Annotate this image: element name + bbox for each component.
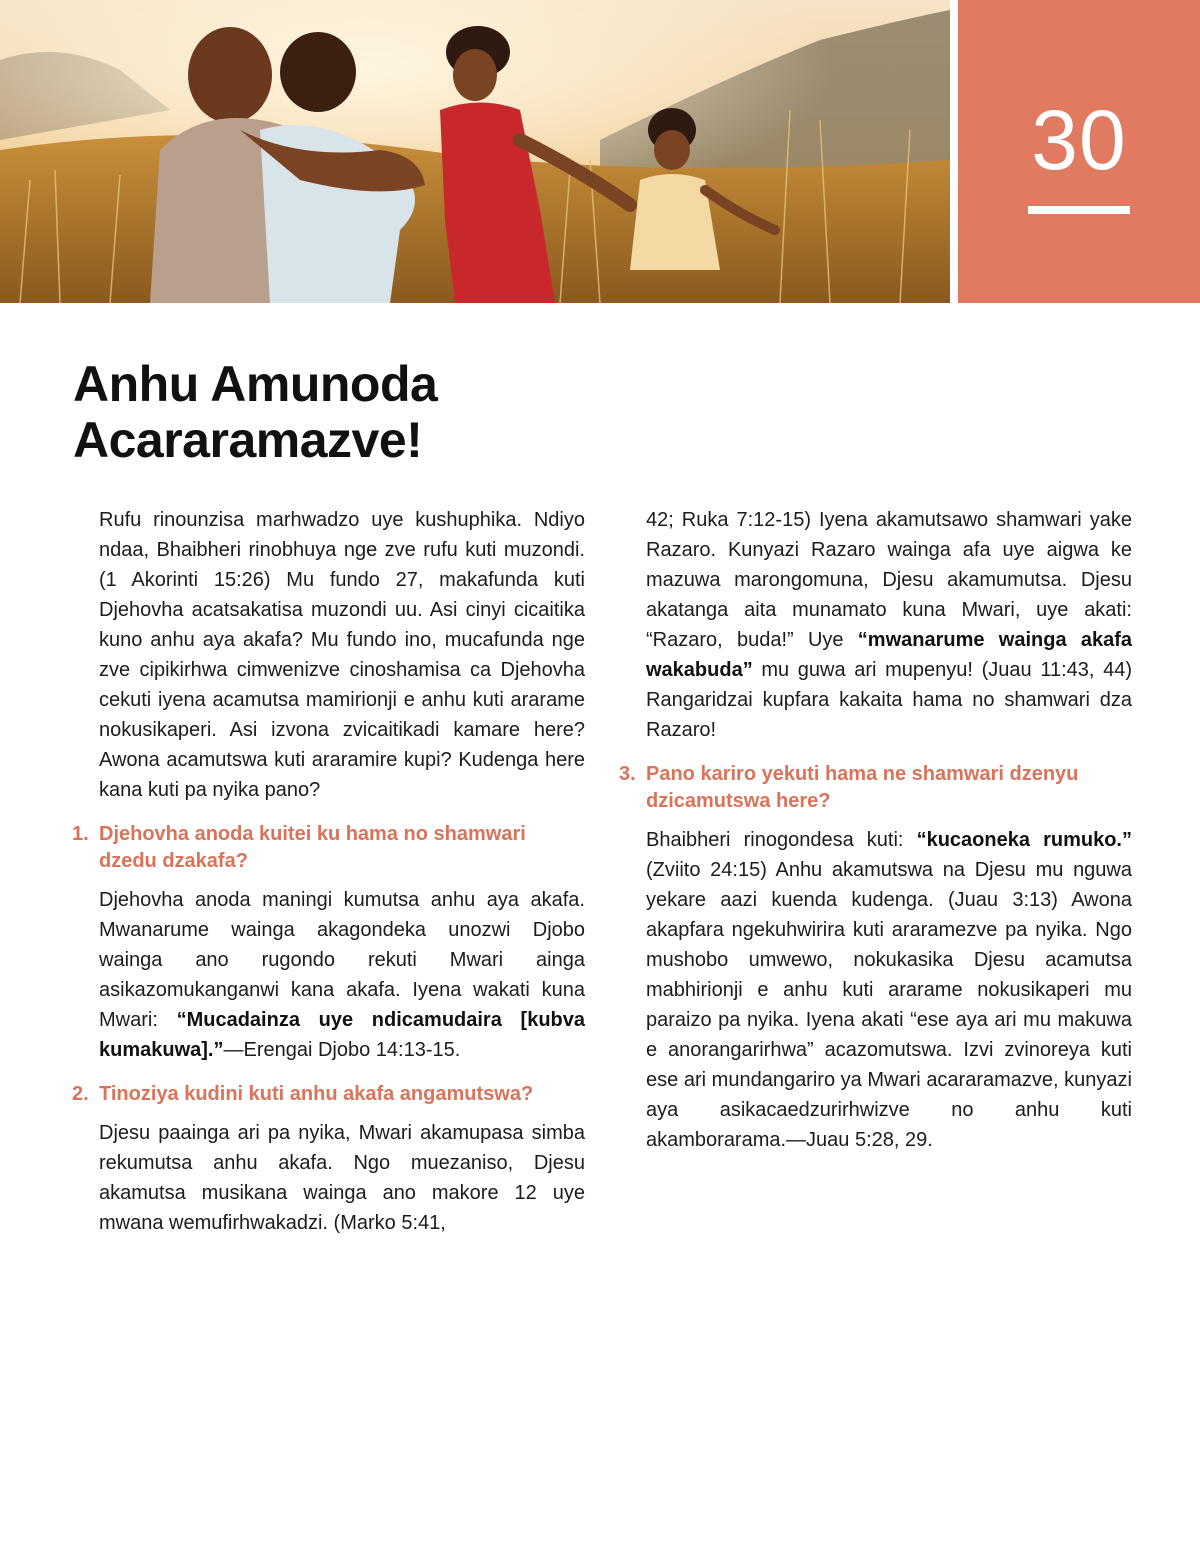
left-column	[72, 505, 585, 1238]
lesson-badge	[958, 0, 1200, 303]
right-column	[619, 505, 1132, 1155]
question-2-text: Tinoziya kudini kuti anhu akafa angamutswa?	[99, 1083, 534, 1105]
answer-2-left: Djesu paainga ari pa nyika, Mwari akamupasa simba rekumutsa anhu akafa. Ngo muezaniso, Djesu akamutsa musikana wainga ano makore 12 uye mwana wemufirhwakadzi. (Marko 5:41,	[99, 1122, 585, 1234]
question-3-text: Pano kariro yekuti hama ne shamwari dzenyu dzicamutswa here?	[646, 763, 1079, 812]
lesson-number: 30	[1031, 93, 1127, 187]
intro-paragraph: Rufu rinounzisa marhwadzo uye kushuphika. Ndiyo ndaa, Bhaibheri rinobhuya nge zve rufu kuti muzondi. (1 Akorinti 15:26) Mu fundo 27, makafunda kuti Djehovha acatsakatisa muzondi uu. Asi cinyi cicaitika kuno anhu aya akafa? Mu fundo ino, mucafunda nge zve cipikirhwa cimwenizve cinoshamisa ca Djehovha cekuti iyena acamutsa mamirionji e anhu kuti ararame nokusikaperi. Asi izvona zvicaitikadi kamare here? Awona acamutswa kuti araramire kupi? Kudenga here kana kuti pa nyika pano?	[99, 509, 585, 801]
answer-1-quote: “Mucadainza uye ndicamudaira [kubva kumakuwa].”	[99, 1009, 585, 1061]
answer-1-text-b: —Erengai Djobo 14:13-15.	[223, 1039, 461, 1061]
answer-2-text-b: mu guwa ari mupenyu! (Juau 11:43, 44) Rangaridzai kupfara kakaita hama no shamwari dza Razaro!	[646, 659, 1132, 741]
hero-photo	[0, 0, 950, 303]
question-1-number: 1.	[72, 823, 89, 845]
question-2	[72, 1081, 585, 1108]
answer-3-text-a: Bhaibheri rinogondesa kuti:	[646, 829, 917, 851]
answer-2-quote: “mwanarume wainga akafa wakabuda”	[646, 629, 1132, 681]
answer-1	[99, 885, 585, 1065]
page-title	[73, 356, 437, 468]
answer-2-text-a: 42; Ruka 7:12-15) Iyena akamutsawo shamwari yake Razaro. Kunyazi Razaro wainga afa uye aigwa ke mazuwa marongomuna, Djesu akamumutsa. Djesu akatanga aita munamato kuna Mwari, uye akati: “Razaro, buda!” Uye	[646, 509, 1132, 651]
answer-3-text-b: (Zviito 24:15) Anhu akamutswa na Djesu mu nguwa yekare aazi kuenda kudenga. (Juau 3:13) Awona akapfara ngekuhwirira kuti araramezve pa nyika. Ngo mushobo umwewo, nokukasika Djesu acamutsa mabhirionji e anhu kuti ararame nokusikaperi mu paraizo pa nyika. Iyena akati “ese aya ari mu makuwa e anorangarirhwa” acazomutswa. Izvi zvinoreya kuti ese ari mundangariro ya Mwari acararamazve, kunyazi aya asikacaedzurirhwizve no anhu kuti akamboraramа.—Juau 5:28, 29.	[646, 859, 1132, 1151]
question-1	[72, 821, 585, 875]
title-line-1: Anhu Amunoda	[73, 356, 438, 412]
lesson-rule	[1028, 206, 1130, 214]
family-field-illustration	[0, 0, 950, 303]
question-3	[619, 761, 1132, 815]
question-3-number: 3.	[619, 763, 636, 785]
answer-2-right	[646, 505, 1132, 745]
answer-3-quote: “kucaoneka rumuko.”	[916, 829, 1132, 851]
hero-gap	[950, 0, 958, 303]
answer-1-text-a: Djehovha anoda maningi kumutsa anhu aya akafa. Mwanarume wainga akagondeka unozwi Djobo wainga ano rugondo rekuti Mwari ainga asikazomukanganwi kana akafa. Iyena wakati kuna Mwari:	[99, 889, 585, 1031]
answer-3	[646, 825, 1132, 1155]
question-2-number: 2.	[72, 1083, 89, 1105]
question-1-text: Djehovha anoda kuitei ku hama no shamwari dzedu dzakafa?	[99, 823, 526, 872]
title-line-2: Acararamazve!	[73, 412, 423, 468]
